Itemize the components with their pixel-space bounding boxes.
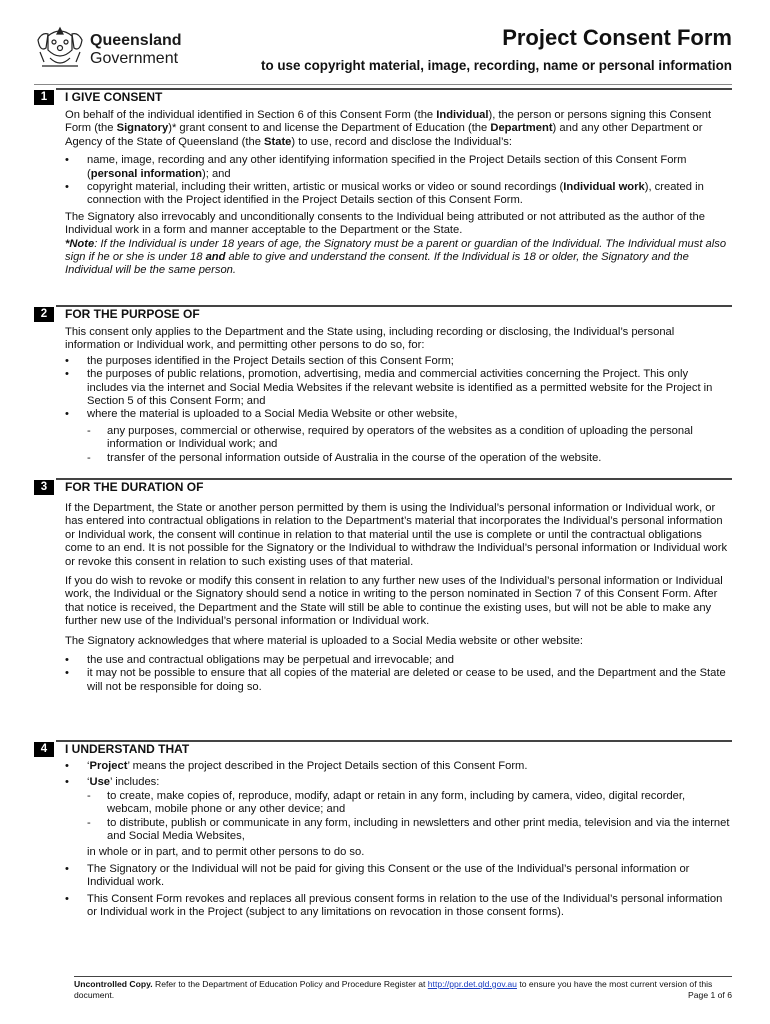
logo-line-government: Government xyxy=(90,50,179,67)
coat-of-arms-icon xyxy=(34,22,86,72)
section-number: 1 xyxy=(34,90,54,105)
bullet-list xyxy=(65,154,732,208)
list-item: • the use and contractual obligations may be perpetual and irrevocable; and xyxy=(65,654,732,667)
note-paragraph: *Note: If the Individual is under 18 years of age, the Signatory must be a parent or guardian of the Individual. The Individual must also sign if he or she is under 18 and able to give and understand the consent. If the Individual is 18 or older, the Signatory and the Individual will be the same person. xyxy=(65,237,727,277)
list-item: - transfer of the personal information outside of Australia in the course of the operation of the website. xyxy=(65,452,732,465)
section-title: FOR THE DURATION OF xyxy=(65,480,204,494)
bullet-list xyxy=(65,654,732,694)
section-4-heading xyxy=(34,740,732,757)
list-item: • where the material is uploaded to a Social Media Website or other website, xyxy=(65,408,732,421)
queensland-government-logo xyxy=(34,22,184,74)
page-footer xyxy=(74,976,732,1001)
section-number: 4 xyxy=(34,742,54,757)
footer-note: Uncontrolled Copy. Refer to the Department of Education Policy and Procedure Register at http://ppr.det.qld.gov.au to ensure you have the most current version of this document. xyxy=(74,979,713,1000)
bullet-list xyxy=(65,863,732,920)
section-number: 2 xyxy=(34,307,54,322)
policy-register-link[interactable]: http://ppr.det.qld.gov.au xyxy=(427,979,517,989)
logo-line-queensland: Queensland xyxy=(90,32,182,49)
section-3-heading xyxy=(34,478,732,495)
bullet-list xyxy=(65,760,732,790)
page-title: Project Consent Form xyxy=(502,25,732,50)
list-item: - any purposes, commercial or otherwise, required by operators of the websites as a condition of uploading the personal information or Individual work; and xyxy=(65,425,732,452)
paragraph: in whole or in part, and to permit other persons to do so. xyxy=(87,846,365,859)
list-item: • name, image, recording and any other identifying information specified in the Project Details section of this Consent Form (personal information); and xyxy=(65,154,732,181)
section-title: I UNDERSTAND THAT xyxy=(65,742,190,756)
section-3 xyxy=(34,478,732,694)
list-item: • it may not be possible to ensure that all copies of the material are deleted or cease to be used, and the Department and the State will not be responsible for doing so. xyxy=(65,667,732,694)
list-item: • the purposes identified in the Project Details section of this Consent Form; xyxy=(65,355,732,368)
section-number: 3 xyxy=(34,480,54,495)
list-item: • ‘Project’ means the project described in the Project Details section of this Consent Form. xyxy=(65,760,732,773)
section-1 xyxy=(34,88,732,278)
paragraph: If the Department, the State or another person permitted by them is using the Individual’s personal information or Individual work, or has entered into contractual obligations in relation to the Department’s material that incorporates the Individual’s personal information or Individual work, the consent will continue in relation to that material until the use is complete or until the contractual obligations come to an end. It is not possible for the Signatory or the Individual to withdraw the Individual’s personal information or Individual work or revoke this consent in relation to such existing uses of that material. xyxy=(65,502,728,568)
list-item: • The Signatory or the Individual will not be paid for giving this Consent or the use of the Individual’s personal information or Individual work. xyxy=(65,863,732,890)
bullet-list xyxy=(65,355,732,422)
paragraph: The Signatory acknowledges that where material is uploaded to a Social Media website or other website: xyxy=(65,634,584,647)
section-title: I GIVE CONSENT xyxy=(65,90,163,104)
section-1-heading xyxy=(34,88,732,105)
page-subtitle: to use copyright material, image, recording, name or personal information xyxy=(260,58,732,73)
paragraph: On behalf of the individual identified in Section 6 of this Consent Form (the Individual), the person or persons signing this Consent Form (the Signatory)* grant consent to and license the Department of Education (the Department) and any other Department or Agency of the State of Queensland (the State) to use, record and disclose the Individual’s: xyxy=(65,109,712,148)
section-2-heading xyxy=(34,305,732,322)
dash-list xyxy=(65,425,732,465)
dash-list xyxy=(65,790,732,844)
paragraph: This consent only applies to the Department and the State using, including recording or disclosing, the Individual’s personal information or Individual work, and permitting other persons to do so, for: xyxy=(65,326,675,352)
list-item: - to create, make copies of, reproduce, modify, adapt or retain in any form, including by camera, video, digital recorder, webcam, mobile phone or any other device; and xyxy=(65,790,732,817)
header-divider xyxy=(34,84,732,85)
list-item: • copyright material, including their written, artistic or musical works or video or sound recordings (Individual work), created in connection with the Project identified in the Project Details section of this Consent Form. xyxy=(65,181,732,208)
section-title: FOR THE PURPOSE OF xyxy=(65,307,200,321)
section-4 xyxy=(34,740,732,919)
list-item: • the purposes of public relations, promotion, advertising, media and commercial activities concerning the Project. This only includes via the internet and Social Media Websites if the relevant website is identified as a permitted website for the Project in Section 5 of this Consent Form; and xyxy=(65,368,732,408)
list-item: - to distribute, publish or communicate in any form, including in newsletters and other print media, television and via the internet and Social Media Websites, xyxy=(65,817,732,844)
paragraph: If you do wish to revoke or modify this consent in relation to any further new uses of the Individual’s personal information or Individual work, the Individual or the Signatory should send a notice in writing to the person nominated in Section 7 of this Consent Form. After that notice is received, the Department and the State will still be able to continue the existing uses, but will not be able to make any further new use of the Individual’s personal information or Individual work. xyxy=(65,575,723,628)
list-item: • ‘Use’ includes: xyxy=(65,776,732,789)
section-2 xyxy=(34,305,732,465)
list-item: • This Consent Form revokes and replaces all previous consent forms in relation to the use of the Individual’s personal information or Individual work in the Project (subject to any limitations on revocation in those consent forms). xyxy=(65,893,732,920)
page-number: Page 1 of 6 xyxy=(688,990,732,1000)
paragraph: The Signatory also irrevocably and unconditionally consents to the Individual being attributed or not attributed as the author of the Individual work in a form and manner acceptable to the Department or the State. xyxy=(65,210,705,237)
